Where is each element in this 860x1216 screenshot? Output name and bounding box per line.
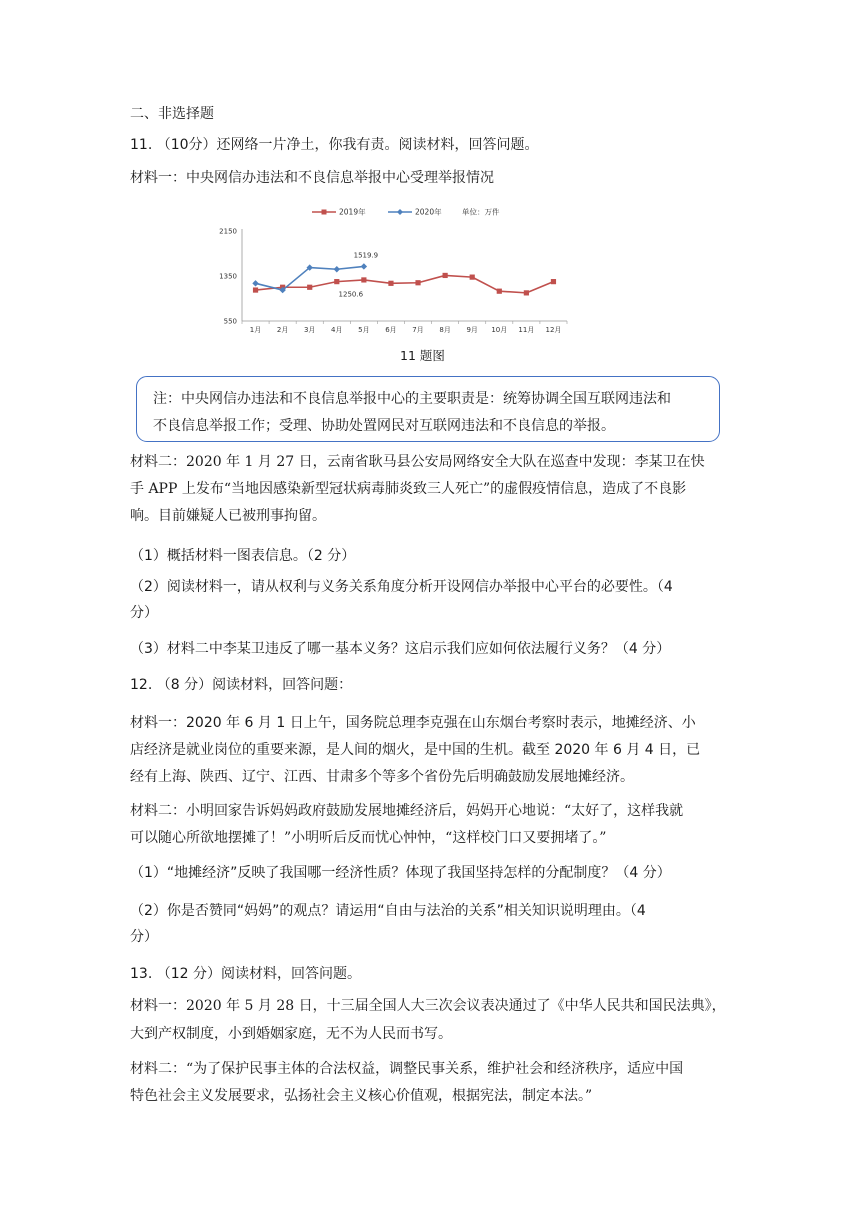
q13-material1-line: 材料一：2020 年 5 月 28 日，十三届全国人大三次会议表决通过了《中华人民共和国民法典》， [130, 998, 726, 1014]
data-point-2020 [361, 263, 367, 269]
data-point-2019 [388, 281, 393, 286]
q11-material2-line: 响。目前嫌疑人已被刑事拘留。 [130, 508, 326, 524]
x-tick-label: 6月 [385, 326, 397, 334]
unit-label: 单位：万件 [462, 207, 500, 217]
data-point-2019 [497, 289, 502, 294]
data-point-2019 [443, 273, 448, 278]
q11-sub1: （1）概括材料一图表信息。（2 分） [130, 548, 356, 564]
note-line-2: 不良信息举报工作；受理、协助处置网民对互联网违法和不良信息的举报。 [153, 418, 615, 434]
x-tick-label: 3月 [303, 326, 316, 334]
q11-sub2-line: 分） [130, 605, 158, 621]
x-tick-label: 5月 [358, 326, 370, 334]
q12-stem: 12. （8 分）阅读材料，回答问题： [130, 677, 353, 693]
y-tick-label: 550 [223, 317, 237, 326]
data-point-2019 [334, 279, 339, 284]
figure-caption: 11 题图 [400, 348, 445, 363]
data-point-2019 [470, 275, 475, 280]
x-tick-label: 12月 [545, 326, 562, 334]
legend-marker-2019年 [322, 210, 327, 215]
q12-sub1: （1）“地摊经济”反映了我国哪一经济性质？体现了我国坚持怎样的分配制度？（4 分） [130, 865, 671, 881]
section-heading: 二、非选择题 [130, 106, 214, 122]
data-label-1250: 1250.6 [338, 290, 364, 299]
x-tick-label: 2月 [276, 326, 289, 334]
x-tick-label: 8月 [439, 326, 451, 334]
q12-material1-line: 经有上海、陕西、辽宁、江西、甘肃多个等多个省份先后明确鼓励发展地摊经济。 [130, 769, 634, 785]
series-line-2019年 [256, 275, 554, 292]
q12-material1-line: 店经济是就业岗位的重要来源，是人间的烟火，是中国的生机。截至 2020 年 6 月 4 日，已 [130, 742, 701, 758]
q13-stem: 13. （12 分）阅读材料，回答问题。 [130, 966, 361, 982]
data-point-2019 [551, 279, 556, 284]
q11-sub3: （3）材料二中李某卫违反了哪一基本义务？这启示我们应如何依法履行义务？（4 分） [130, 641, 671, 657]
q13-material2-line: 材料二：“为了保护民事主体的合法权益，调整民事关系，维护社会和经济秩序，适应中国 [130, 1061, 684, 1077]
data-point-2019 [361, 277, 366, 282]
q11-sub2-line: （2）阅读材料一，请从权利与义务关系角度分析开设网信办举报中心平台的必要性。（4 [130, 579, 673, 595]
legend-marker-2020年 [397, 209, 403, 215]
data-point-2020 [252, 280, 258, 286]
data-point-2019 [524, 290, 529, 295]
q12-material1-line: 材料一：2020 年 6 月 1 日上午，国务院总理李克强在山东烟台考察时表示，地摊经济、小 [130, 715, 696, 731]
data-point-2019 [253, 287, 258, 292]
q12-sub2-line: 分） [130, 929, 158, 945]
q12-material2-line: 材料二：小明回家告诉妈妈政府鼓励发展地摊经济后，妈妈开心地说：“太好了，这样我就 [130, 803, 684, 819]
q12-sub2-line: （2）你是否赞同“妈妈”的观点？请运用“自由与法治的关系”相关知识说明理由。（4 [130, 903, 646, 919]
q12-material2-line: 可以随心所欲地摆摊了！”小明听后反而忧心忡忡，“这样校门口又要拥堵了。” [130, 830, 607, 846]
data-point-2019 [415, 280, 420, 285]
note-line-1: 注：中央网信办违法和不良信息举报中心的主要职责是：统筹协调全国互联网违法和 [153, 391, 671, 407]
y-tick-label: 1350 [219, 272, 237, 281]
x-tick-label: 9月 [466, 326, 478, 334]
data-point-2020 [334, 266, 340, 272]
q11-material2-line: 手 APP 上发布“当地因感染新型冠状病毒肺炎致三人死亡”的虚假疫情信息，造成了不良影 [130, 481, 687, 497]
x-tick-label: 4月 [331, 326, 343, 334]
q13-material1-line: 大到产权制度，小到婚姻家庭，无不为人民而书写。 [130, 1026, 452, 1042]
x-tick-label: 11月 [518, 326, 535, 334]
x-tick-label: 1月 [249, 326, 262, 334]
x-tick-label: 10月 [491, 326, 508, 334]
y-tick-label: 2150 [219, 227, 237, 236]
data-label-1519: 1519.9 [353, 251, 379, 260]
legend-label: 2019年 [339, 207, 366, 217]
q11-material2-line: 材料二：2020 年 1 月 27 日，云南省耿马县公安局网络安全大队在巡查中发现：李某卫在快 [130, 454, 705, 470]
q11-material1-title: 材料一：中央网信办违法和不良信息举报中心受理举报情况 [130, 170, 494, 186]
x-tick-label: 7月 [412, 326, 424, 334]
legend-label: 2020年 [415, 207, 442, 217]
report-chart [212, 200, 572, 342]
q13-material2-line: 特色社会主义发展要求，弘扬社会主义核心价值观，根据宪法，制定本法。” [130, 1088, 593, 1104]
data-point-2019 [307, 285, 312, 290]
q11-stem: 11. （10分）还网络一片净土，你我有责。阅读材料，回答问题。 [130, 137, 539, 153]
